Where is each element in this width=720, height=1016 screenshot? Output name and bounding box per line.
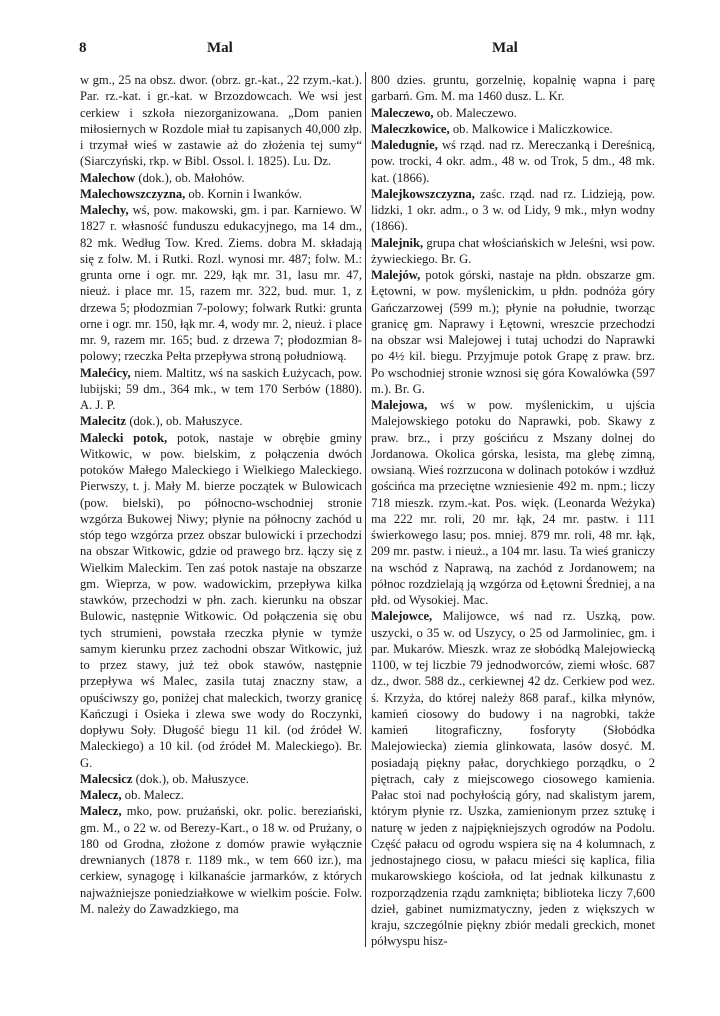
page-number: 8 xyxy=(79,40,87,56)
entry-malejowce xyxy=(371,608,655,949)
entry-head: Malecitz xyxy=(80,414,127,429)
entry-head: Malejnik, xyxy=(371,235,424,250)
entry-text: grupa chat włościańskich w Jeleśni, wsi pow. żywieckiego. Br. G. xyxy=(371,235,655,266)
entry-text: ob. Malkowice i Maliczkowice. xyxy=(452,121,613,136)
column-divider xyxy=(365,72,366,947)
entry-malecz-2 xyxy=(80,803,362,917)
entry-head: Maleczkowice, xyxy=(371,121,450,136)
entry-malecsicz xyxy=(80,771,362,787)
entry-text: ob. Maleczewo. xyxy=(436,105,517,120)
entry-maleczewo xyxy=(371,105,655,121)
entry-text: ob. Malecz. xyxy=(124,788,184,802)
entry-head: Malecki potok, xyxy=(80,430,168,445)
entry-text: ob. Kornin i Iwanków. xyxy=(188,186,302,201)
entry-text: (dok.), ob. Małuszyce. xyxy=(129,414,243,429)
running-head-left: Mal xyxy=(207,40,233,56)
entry-text: (dok.), ob. Małohów. xyxy=(138,170,245,185)
entry-text: Malijowce, wś nad rz. Uszką, pow. uszycki, o 35 w. od Uszycy, o 25 od Jarmoliniec, gm. i par. Mukarów. Mieszk. wraz ze słobódką Malejowiecką 1100, w tej liczbie 79 jednodworców, ziemi włośc. 687 dz., dwor. 588 dz., cerkiewnej 42 dz. Cerkiew pod wez. ś. Krzyża, do której należy 868 paraf., kilka młynów, kamień ciosowy do budowy i na nagrobki, także kamień litograficzny, fosforyty (Słobódka Malejowiecka) ziemia glinkowata, lasów dosyć. M. posiadają piękny pałac, dorychkiego porządku, o 2 piętrach, cały z miejscowego ciosowego kamienia. Pałac stoi nad pochyłością góry, nad skalistym jarem, którym płynie rz. Uszka, zamienionym przez sztukę i naturę w jeden z najpiękniejszych ogrodów na Podolu. Część pałacu od ogrodu wspiera się na 4 kolumnach, z jednostajnego ciosu, w pałacu mieści się kaplica, filia mukarowskiego kościoła, od lat jednak kilkunastu z rozporządzenia rządu zamknięta; biblioteka liczy 7,600 dzieł, gabinet numizmatyczny, jeden z większych w kraju, szczególnie piękny zbiór medali greckich, monet półwyspu hisz- xyxy=(371,609,655,949)
entry-head: Malechow xyxy=(80,170,136,185)
entry-malecki-potok xyxy=(80,430,362,771)
entry-head: Malećicy, xyxy=(80,365,131,380)
entry-malejnik xyxy=(371,235,655,268)
entry-text: niem. Maltitz, wś na saskich Łużycach, pow. lubijski; 59 dm., 364 mk., w tem 170 Serbów (1880). A. J. P. xyxy=(80,365,362,412)
entry-head: Malejkowszczyzna, xyxy=(371,186,475,201)
entry-malecitz xyxy=(80,413,362,429)
left-column xyxy=(80,72,362,917)
entry-head: Malecz, xyxy=(80,788,122,802)
entry-malecz-1 xyxy=(80,787,362,803)
entry-maledugnie xyxy=(371,137,655,186)
entry-text: 800 dzies. gruntu, gorzelnię, kopalnię wapna i parę garbarń. Gm. M. ma 1460 dusz. L. Kr. xyxy=(371,73,655,104)
entry-malechow xyxy=(80,170,362,186)
entry-text: w gm., 25 na obsz. dwor. (obrz. gr.-kat., 22 rzym.-kat.). Par. rz.-kat. i gr.-kat. w Brzozdowcach. We wsi jest cerkiew i szkoła niezorganizowana. „Dom panien miłosiernych w Rozdole miał tu zapisanych 40,000 złp. i trzymał wieś w zastawie aż do złożenia tej sumy“ (Siarczyński, rkp. w Bibl. Ossol. l. 1825). Lu. Dz. xyxy=(80,73,362,169)
entry-head: Malecz, xyxy=(80,804,122,819)
entry-head: Malejowce, xyxy=(371,609,433,624)
entry-head: Malechy, xyxy=(80,203,129,217)
entry-malechowszczyzna xyxy=(80,186,362,202)
entry-head: Malechowszczyzna, xyxy=(80,186,186,201)
entry-head: Malejów, xyxy=(371,268,421,282)
entry-malechy xyxy=(80,202,362,365)
entry-malejkowszczyzna xyxy=(371,186,655,235)
entry-malejowa xyxy=(371,397,655,608)
entry-text: zaśc. rząd. nad rz. Lidzieją, pow. lidzki, 1 okr. adm., o 3 w. od Lidy, 9 mk., młyn wodny (1866). xyxy=(371,186,655,234)
entry-malecicy xyxy=(80,365,362,414)
running-head-right: Mal xyxy=(492,40,518,56)
entry-continuation xyxy=(371,72,655,105)
entry-text: wś w pow. myślenickim, u ujścia Malejowskiego potoku do Naprawki, pob. Skawy z praw. brz., i przy gościńcu z Mszany dolnej do Jordanowa. Okolica górska, lesista, ma glebę zimną, owsianą. Wieś rozrzucona w dolinach potoków i wzdłuż gościńca ma przeciętne wzniesienie 492 m. npm.; liczy 718 mieszk. rzym.-kat. Pos. więk. (Leonarda Weżyka) ma 222 mr. roli, 20 mr. łąk, 24 mr. pastw. i 111 świerkowego lasu; pos. mniej. 879 mr. roli, 48 mr. łąk, 209 mr. pastw. i nieuż., a 104 mr. lasu. Ta wieś graniczy na wschód z Naprawą, na zachód z Jordanowem; na północ rozdzielają ją wzgórza od Łętowni Średniej, a na płd. od Wysokiej. Mac. xyxy=(371,398,655,607)
entry-text: wś rząd. nad rz. Mereczanką i Dereśnicą, pow. trocki, 4 okr. adm., 48 w. od Trok, 5 dm., 48 mk. kat. (1866). xyxy=(371,138,655,185)
entry-head: Maleczewo, xyxy=(371,105,434,120)
right-column xyxy=(371,72,655,950)
entry-text: potok, nastaje w obrębie gminy Witkowic, w pow. bielskim, z połączenia dwóch potoków Małego Maleckiego i Wielkiego Maleckiego. Pierwszy, t. j. Mały M. bierze początek w Bulowicach (pow. bielski), po północno-wschodniej stronie wzgórza Bukowej Niwy; płynie na północny zachód u stóp tego wzgórza przez obszar bulowicki i przechodzi na obszar Witkowic, gdzie od prawego brz. łączy się z Wielkim Maleckim. Ten zaś potok nastaje na obszarze gm. Wieprza, w pow. wadowickim, przepływa kilka stawków, przechodzi w płn. zach. kierunku na obszar Bulowic, następnie Witkowic. Od połączenia się obu tych strumieni, powstała rzeczka płynie w tymże samym kierunku przez zachodni obszar Witkowic, już to przez stawy, już też obok stawów, następnie przepływa wś Malec, zasila tutaj znaczny staw, a opuściwszy go, poniżej chat maleckich, tworzy granicę Kańczugi i Osieka i zlewa swe wody do Roczynki, dopływu Soły. Długość biegu 11 kil. (od źródeł W. Maleckiego) a 10 kil. (od źródeł M. Maleckiego). Br. G. xyxy=(80,430,362,770)
entry-text: mko, pow. prużański, okr. polic. bereziański, gm. M., o 22 w. od Berezy-Kart., o 18 w. od Prużany, o 180 od Grodna, złożone z domów prawie wyłącznie drewnianych (1878 r. 1189 mk., w tem 660 izr.), ma cerkiew, synagogę i kilkanaście jarmarków, z których najważniejsze poniedziałkowe w wielkim poście. Folw. M. należy do Zawadzkiego, ma xyxy=(80,804,362,916)
entry-head: Malecsicz xyxy=(80,771,133,786)
entry-head: Malejowa, xyxy=(371,398,428,412)
entry-maleczkowice xyxy=(371,121,655,137)
entry-text: (dok.), ob. Małuszyce. xyxy=(135,771,249,786)
entry-head: Maledugnie, xyxy=(371,138,438,152)
entry-continuation xyxy=(80,72,362,170)
entry-malejow xyxy=(371,267,655,397)
entry-text: wś, pow. makowski, gm. i par. Karniewo. W 1827 r. własność funduszu edukacyjnego, ma 14 dm., 82 mk. Według Tow. Kred. Ziems. dobra M. składają się z folw. M. i Rutki. Rozl. wynosi mr. 487; folw. M.: grunta orne i ogr. mr. 229, łąk mr. 31, lasu mr. 47, nieuż. i place mr. 15, razem mr. 322, bud. mur. 1, z drzewa 5; płodozmian 7-polowy; folwark Rutki: grunta orne i ogr. mr. 150, łąk mr. 4, wody mr. 2, nieuż. i place mr. 9, razem mr. 165; bud. z drzewa 7; płodozmian 8-polowy; rzeczka Pełta przepływa stroną południową. xyxy=(80,203,363,364)
entry-text: potok górski, nastaje na płdn. obszarze gm. Łętowni, w pow. myślenickim, u płdn. podnóża góry Gańczarzowej (599 m.); płynie na południe, tworząc granicę gm. Naprawy i Łętowni, wreszcie przechodzi na obszar wsi Malejowej i tutaj uchodzi do Naprawki po 4½ kil. biegu. Przyjmuje potok Grapę z praw. brz. Po wschodniej stronie wznosi się góra Kowalówka (597 m.). Br. G. xyxy=(371,268,656,396)
